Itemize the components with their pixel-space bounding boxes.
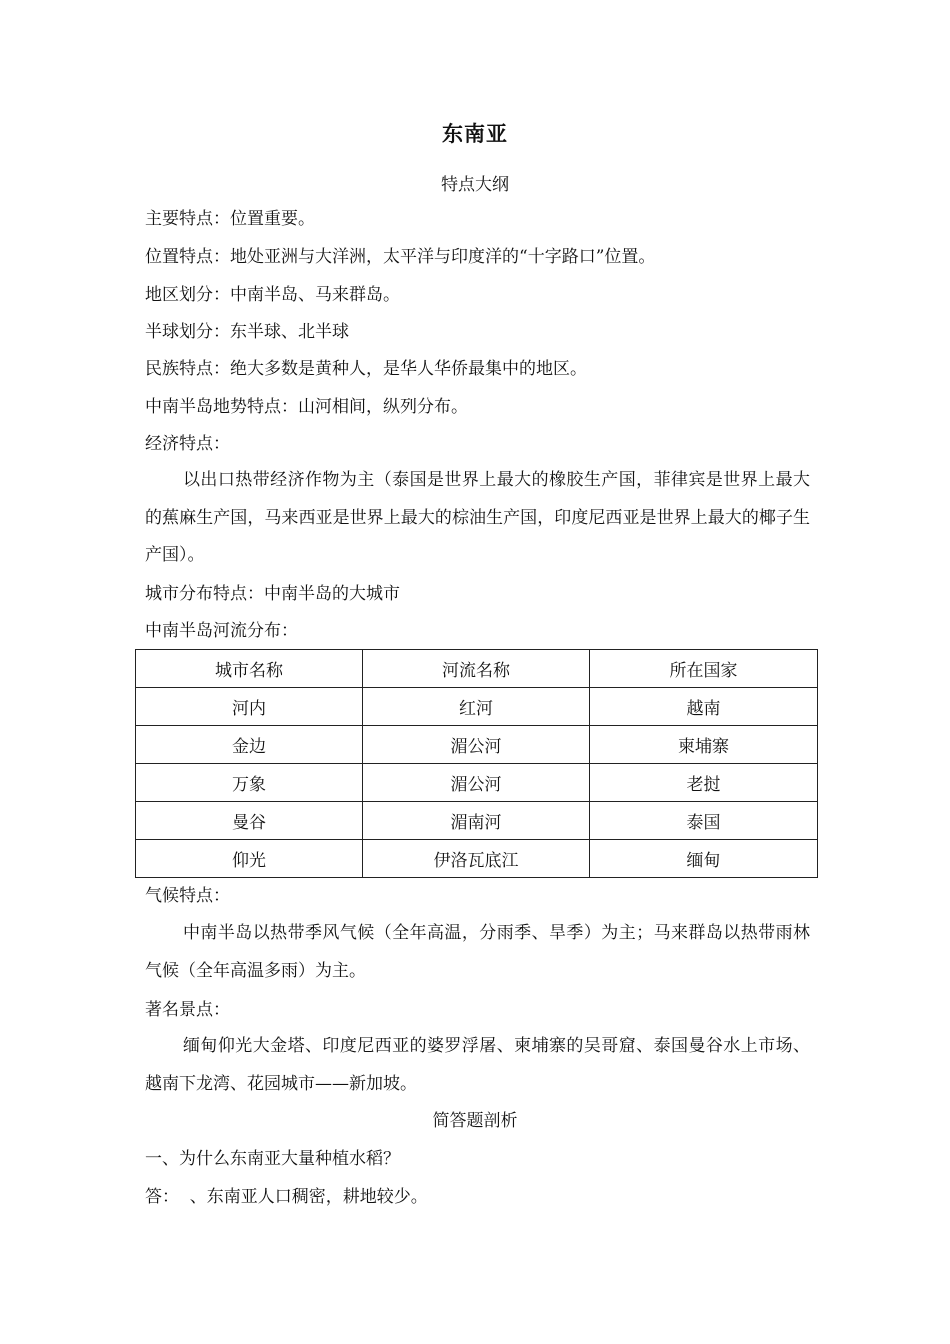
main-feature-line: 主要特点：位置重要。 [145,209,315,229]
sights-label: 著名景点： [145,1000,230,1020]
table-row [136,726,818,764]
region-division-line: 地区划分：中南半岛、马来群岛。 [145,285,400,305]
table-cell: 湄南河 [363,802,590,840]
rivers-label: 中南半岛河流分布： [145,621,298,641]
terrain-feature-line: 中南半岛地势特点：山河相间，纵列分布。 [145,397,468,417]
table-header-cell: 河流名称 [363,650,590,688]
table-header-cell: 城市名称 [136,650,363,688]
table-cell: 柬埔寨 [590,726,818,764]
table-cell: 湄公河 [363,726,590,764]
sights-paragraph: 缅甸仰光大金塔、印度尼西亚的婆罗浮屠、柬埔寨的吴哥窟、泰国曼谷水上市场、越南下龙湾、花园城市——新加坡。 [145,1036,810,1094]
table-row [136,802,818,840]
answer-1: 答： 、东南亚人口稠密，耕地较少。 [145,1187,428,1207]
position-feature-line: 位置特点：地处亚洲与大洋洲，太平洋与印度洋的“十字路口”位置。 [145,247,656,267]
table-row [136,840,818,878]
river-distribution-table [135,649,818,878]
table-cell: 红河 [363,688,590,726]
page-title: 东南亚 [442,122,508,146]
ethnic-feature-line: 民族特点：绝大多数是黄种人，是华人华侨最集中的地区。 [145,359,587,379]
qa-heading: 简答题剖析 [432,1111,518,1131]
question-1: 一、为什么东南亚大量种植水稻？ [145,1149,400,1169]
table-header-row [136,650,818,688]
table-cell: 缅甸 [590,840,818,878]
table-row [136,688,818,726]
table-row [136,764,818,802]
city-distribution-line: 城市分布特点：中南半岛的大城市 [145,584,400,604]
page-subtitle: 特点大纲 [441,175,509,195]
climate-paragraph: 中南半岛以热带季风气候（全年高温，分雨季、旱季）为主；马来群岛以热带雨林气候（全年高温多雨）为主。 [145,923,810,981]
economy-label: 经济特点： [145,434,230,454]
table-cell: 湄公河 [363,764,590,802]
table-cell: 河内 [136,688,363,726]
table-cell: 金边 [136,726,363,764]
table-cell: 泰国 [590,802,818,840]
table-cell: 老挝 [590,764,818,802]
table-cell: 万象 [136,764,363,802]
hemisphere-line: 半球划分：东半球、北半球 [145,322,349,342]
table-cell: 曼谷 [136,802,363,840]
table-header-cell: 所在国家 [590,650,818,688]
table-cell: 仰光 [136,840,363,878]
table-cell: 越南 [590,688,818,726]
economy-paragraph: 以出口热带经济作物为主（泰国是世界上最大的橡胶生产国，菲律宾是世界上最大的蕉麻生产国，马来西亚是世界上最大的棕油生产国，印度尼西亚是世界上最大的椰子生产国）。 [145,470,810,565]
table-cell: 伊洛瓦底江 [363,840,590,878]
climate-label: 气候特点： [145,886,230,906]
